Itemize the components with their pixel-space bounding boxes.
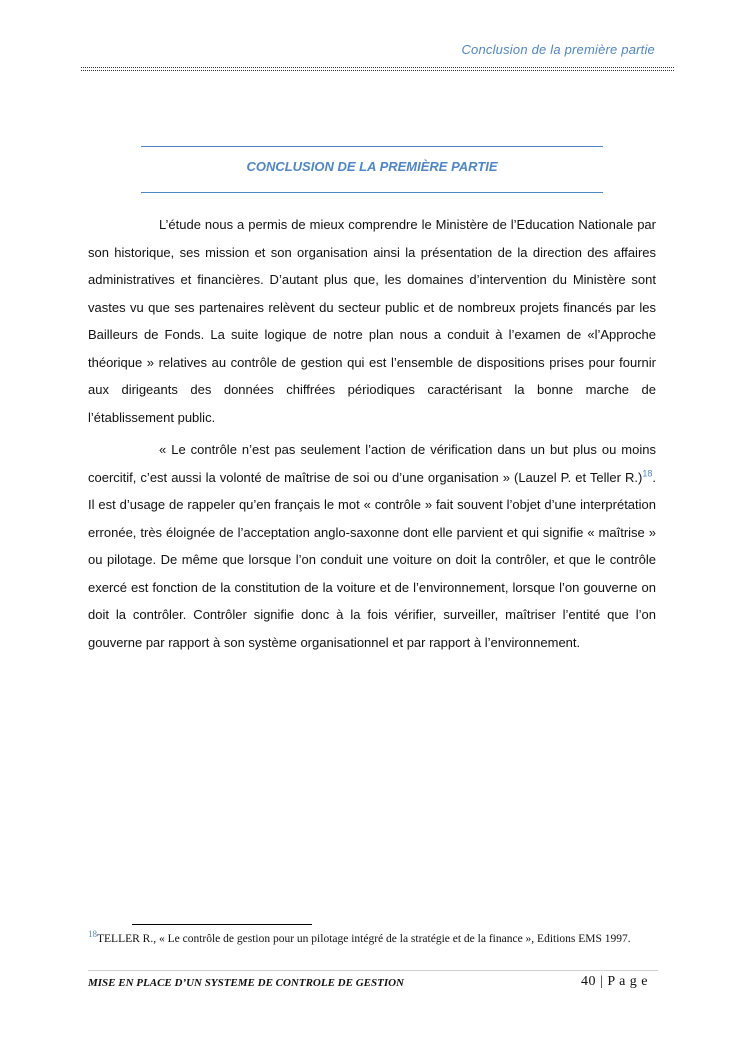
page-label: P a g e bbox=[607, 974, 649, 989]
paragraph-2-text-before: « Le contrôle n’est pas seulement l’action de vérification dans un but plus ou moins coercitif, c’est aussi la volonté de maîtrise de soi ou d’une organisation » (Lauzel P. et Teller R.) bbox=[88, 442, 656, 485]
running-header-title: Conclusion de la première partie bbox=[461, 42, 655, 57]
paragraph-1: L’étude nous a permis de mieux comprendre le Ministère de l’Education Nationale par son historique, ses mission et son organisation ainsi la présentation de la direction des affaires administratives et financières. D’autant plus que, les domaines d’intervention du Ministère sont vastes vu que ses partenaires relèvent du secteur public et de nombreux projets financés par les Bailleurs de Fonds. La suite logique de notre plan nous a conduit à l’examen de «l’Approche théorique » relatives au contrôle de gestion qui est l’ensemble de dispositions prises pour fournir aux dirigeants des données chiffrées périodiques caractérisant la bonne marche de l’établissement public. bbox=[88, 217, 656, 425]
footnote bbox=[88, 931, 648, 947]
header-divider-secondary bbox=[81, 70, 674, 71]
section-title: CONCLUSION DE LA PREMIÈRE PARTIE bbox=[246, 159, 498, 174]
paragraph-2 bbox=[88, 436, 656, 656]
footnote-reference[interactable]: 18 bbox=[642, 468, 653, 479]
page-number: 40 bbox=[581, 974, 596, 989]
footnote-number: 18 bbox=[88, 929, 97, 940]
footnote-text: TELLER R., « Le contrôle de gestion pour un pilotage intégré de la stratégie et de la finance », Editions EMS 1997. bbox=[97, 933, 631, 945]
footer-page-indicator bbox=[581, 974, 648, 990]
section-title-bottom-rule bbox=[141, 192, 603, 193]
page-separator: | bbox=[600, 974, 604, 989]
body-text bbox=[88, 211, 656, 661]
paragraph-2-text-after: . Il est d’usage de rappeler qu’en français le mot « contrôle » fait souvent l’objet d’une interprétation erronée, très éloignée de l’acceptation anglo-saxonne dont elle parvient et qui signifie « maîtrise » ou pilotage. De même que lorsque l’on conduit une voiture on doit la contrôler, et que le contrôle exercé est fonction de la constitution de la voiture et de l’environnement, lorsque l’on gouverne on doit la contrôler. Contrôler signifie donc à la fois vérifier, surveiller, maîtriser l’entité que l’on gouverne par rapport à son système organisationnel et par rapport à l’environnement. bbox=[88, 469, 656, 650]
header-divider bbox=[81, 67, 674, 68]
footer-document-title: MISE EN PLACE D’UN SYSTEME DE CONTROLE DE GESTION bbox=[88, 977, 404, 989]
footer-divider bbox=[88, 970, 658, 971]
footnote-separator bbox=[132, 924, 312, 925]
section-title-top-rule bbox=[141, 146, 603, 147]
